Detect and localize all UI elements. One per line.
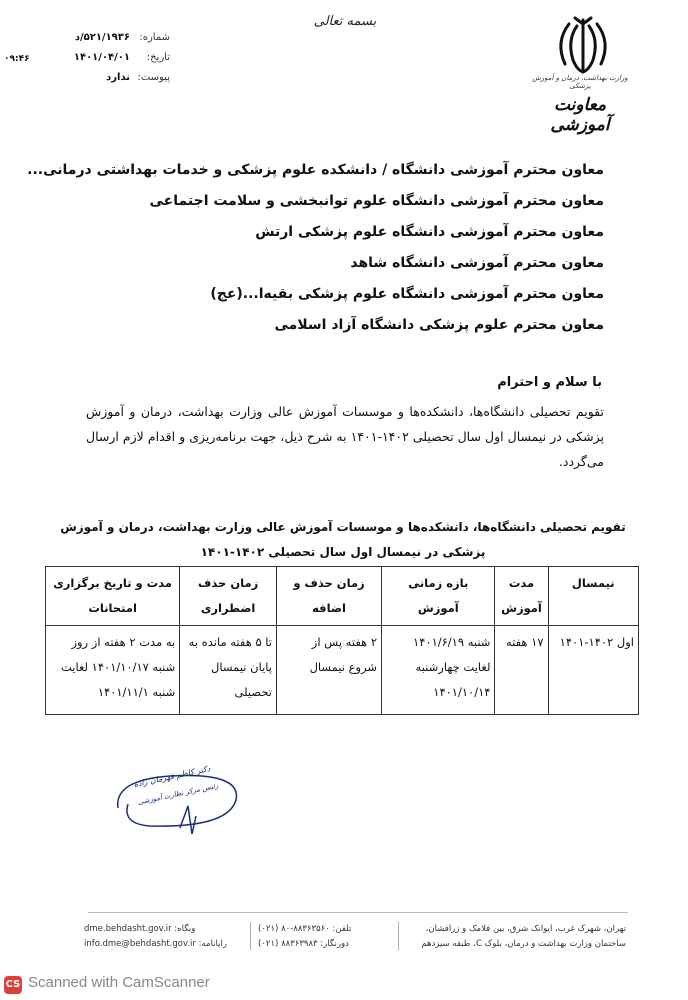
table-cell: اول ۱۴۰۲-۱۴۰۱ — [548, 626, 639, 715]
date-value: ۱۴۰۱/۰۴/۰۱ — [73, 52, 130, 63]
footer-separator — [250, 922, 251, 950]
table-cell: شنبه ۱۴۰۱/۶/۱۹ لغایت چهارشنبه ۱۴۰۱/۱۰/۱۴ — [382, 626, 495, 715]
time-stamp: ۰۹:۴۶ — [4, 54, 30, 64]
column-header: زمان حذف اضطراری — [180, 567, 277, 626]
date-label: تاریخ: — [146, 52, 170, 63]
column-header: زمان حذف و اضافه — [277, 567, 382, 626]
addressee-item: معاون محترم علوم پزشکی دانشگاه آزاد اسلامی — [274, 317, 604, 333]
letter-date — [60, 52, 170, 68]
letter-attachment — [60, 72, 170, 88]
addressee-list — [27, 162, 604, 348]
column-header: مدت و تاریخ برگزاری امتحانات — [46, 567, 180, 626]
academic-calendar-table — [45, 566, 639, 715]
addressee-item: معاون محترم آموزشی دانشگاه علوم توانبخشی و سلامت اجتماعی — [149, 193, 604, 209]
table-cell: ۲ هفته پس از شروع نیمسال — [277, 626, 382, 715]
bismillah-heading: بسمه تعالی — [313, 14, 377, 29]
footer-email-link[interactable]: info.dme@behdasht.gov.ir :رایانامه — [84, 939, 227, 949]
table-title: تقویم تحصیلی دانشگاه‌ها، دانشکده‌ها و موسسات آموزش عالی وزارت بهداشت، درمان و آموزش پزشکی در نیمسال اول سال تحصیلی ۱۴۰۲-۱۴۰۱ — [60, 520, 626, 559]
addressee-item: معاون محترم آموزشی دانشگاه / دانشکده علوم پزشکی و خدمات بهداشتی درمانی... — [27, 162, 604, 178]
camscanner-watermark: Scanned with CamScanner — [28, 974, 210, 991]
attachment-label: پیوست: — [137, 72, 170, 83]
number-label: شماره: — [139, 32, 170, 43]
attachment-value: ندارد — [106, 72, 130, 83]
footer-fax: دورنگار: ۸۸۳۶۳۹۸۳ (۰۲۱) — [258, 939, 349, 949]
body-paragraph: تقویم تحصیلی دانشگاه‌ها، دانشکده‌ها و موسسات آموزش عالی وزارت بهداشت، درمان و آموزش پزشکی در نیمسال اول سال تحصیلی ۱۴۰۲-۱۴۰۱ به شرح ذیل، جهت برنامه‌ریزی و اقدام لازم ارسال می‌گردد. — [86, 404, 605, 469]
signatory-title: رئیس مرکز نظارت آموزشی — [137, 781, 219, 807]
table-cell: به مدت ۲ هفته از روز شنبه ۱۴۰۱/۱۰/۱۷ لغایت شنبه ۱۴۰۱/۱۱/۱ — [46, 626, 180, 715]
ministry-name: وزارت بهداشت، درمان و آموزش پزشکی — [532, 74, 628, 90]
greeting: با سلام و احترام — [497, 375, 602, 390]
column-header: نیمسال — [548, 567, 639, 626]
signatory-name: دکتر کاظم قهرمان زاده — [132, 763, 212, 790]
footer-address: ساختمان وزارت بهداشت و درمان، بلوک C، طبقه سیزدهم — [421, 939, 626, 949]
addressee-item: معاون محترم آموزشی دانشگاه علوم پزشکی بقیه‌ا...(عج) — [210, 286, 604, 302]
addressee-item: معاون محترم آموزشی دانشگاه شاهد — [350, 255, 604, 271]
camscanner-logo-icon: CS — [4, 976, 22, 994]
addressee-item: معاون محترم آموزشی دانشگاه علوم پزشکی ارتش — [255, 224, 604, 240]
table-cell: ۱۷ هفته — [495, 626, 548, 715]
footer-address: تهران، شهرک غرب، ایوانک شرق، بین فلامک و زرافشان، — [425, 924, 626, 934]
footer-phone: تلفن: ۸۸۳۶۳۵۶۰-۸۰ (۰۲۱) — [258, 924, 352, 934]
iran-emblem-icon — [553, 14, 613, 80]
footer-separator — [398, 922, 399, 950]
column-header: مدت آموزش — [495, 567, 548, 626]
deputy-name: معاونت آموزشی — [550, 95, 610, 135]
footer-divider — [88, 912, 628, 913]
letter-number — [60, 32, 170, 48]
table-row — [46, 626, 639, 715]
column-header: بازه زمانی آموزش — [382, 567, 495, 626]
footer-website-link[interactable]: dme.behdasht.gov.ir :وبگاه — [84, 924, 196, 934]
table-cell: تا ۵ هفته مانده به پایان نیمسال تحصیلی — [180, 626, 277, 715]
number-value: ۵۲۱/۱۹۳۶/د — [74, 32, 130, 43]
table-header-row — [46, 567, 639, 626]
